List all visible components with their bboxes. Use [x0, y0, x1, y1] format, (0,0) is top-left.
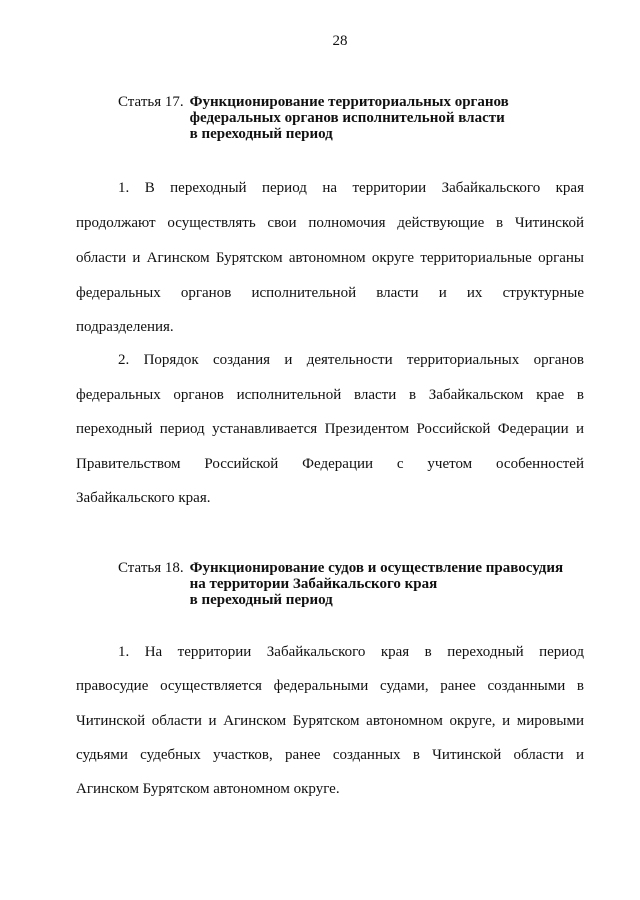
article-17-label: Статья 17.	[118, 94, 184, 110]
paragraph-line: федеральных органов исполнительной власти в Забайкальском крае в	[76, 387, 584, 403]
paragraph-line: 2. Порядок создания и деятельности территориальных органов	[118, 352, 584, 368]
paragraph-line: продолжают осуществлять свои полномочия действующие в Читинской	[76, 215, 584, 231]
paragraph-line: 1. На территории Забайкальского края в переходный период	[118, 644, 584, 660]
paragraph-line: области и Агинском Бурятском автономном округе территориальные органы	[76, 250, 584, 266]
article-18-title-line: Функционирование судов и осуществление правосудия	[189, 560, 564, 576]
article-18-label: Статья 18.	[118, 560, 184, 576]
paragraph-line: правосудие осуществляется федеральными судами, ранее созданными в	[76, 678, 584, 694]
paragraph-line: Агинском Бурятском автономном округе.	[76, 781, 340, 797]
paragraph-line: федеральных органов исполнительной власти и их структурные	[76, 285, 584, 301]
article-17-title	[190, 94, 509, 142]
article-17-heading	[118, 94, 588, 142]
article-18-title-line: в переходный период	[189, 592, 333, 608]
article-17-title-line: Функционирование территориальных органов	[189, 94, 509, 110]
paragraph-line: Читинской области и Агинском Бурятском автономном округе, и мировыми	[76, 713, 584, 729]
paragraph-line: Правительством Российской Федерации с учетом особенностей	[76, 456, 584, 472]
paragraph-line: Забайкальского края.	[76, 490, 211, 506]
paragraph-line: судьями судебных участков, ранее созданных в Читинской области и	[76, 747, 584, 763]
page-number: 28	[332, 33, 348, 49]
paragraph-line: 1. В переходный период на территории Забайкальского края	[118, 180, 584, 196]
article-18-title-line: на территории Забайкальского края	[189, 576, 438, 592]
paragraph-line: подразделения.	[76, 319, 174, 335]
article-17-title-line: федеральных органов исполнительной власти	[189, 110, 505, 126]
paragraph-line: переходный период устанавливается Президентом Российской Федерации и	[76, 421, 584, 437]
article-18-title	[190, 560, 563, 608]
article-18-heading	[118, 560, 588, 608]
article-17-title-line: в переходный период	[189, 126, 333, 142]
